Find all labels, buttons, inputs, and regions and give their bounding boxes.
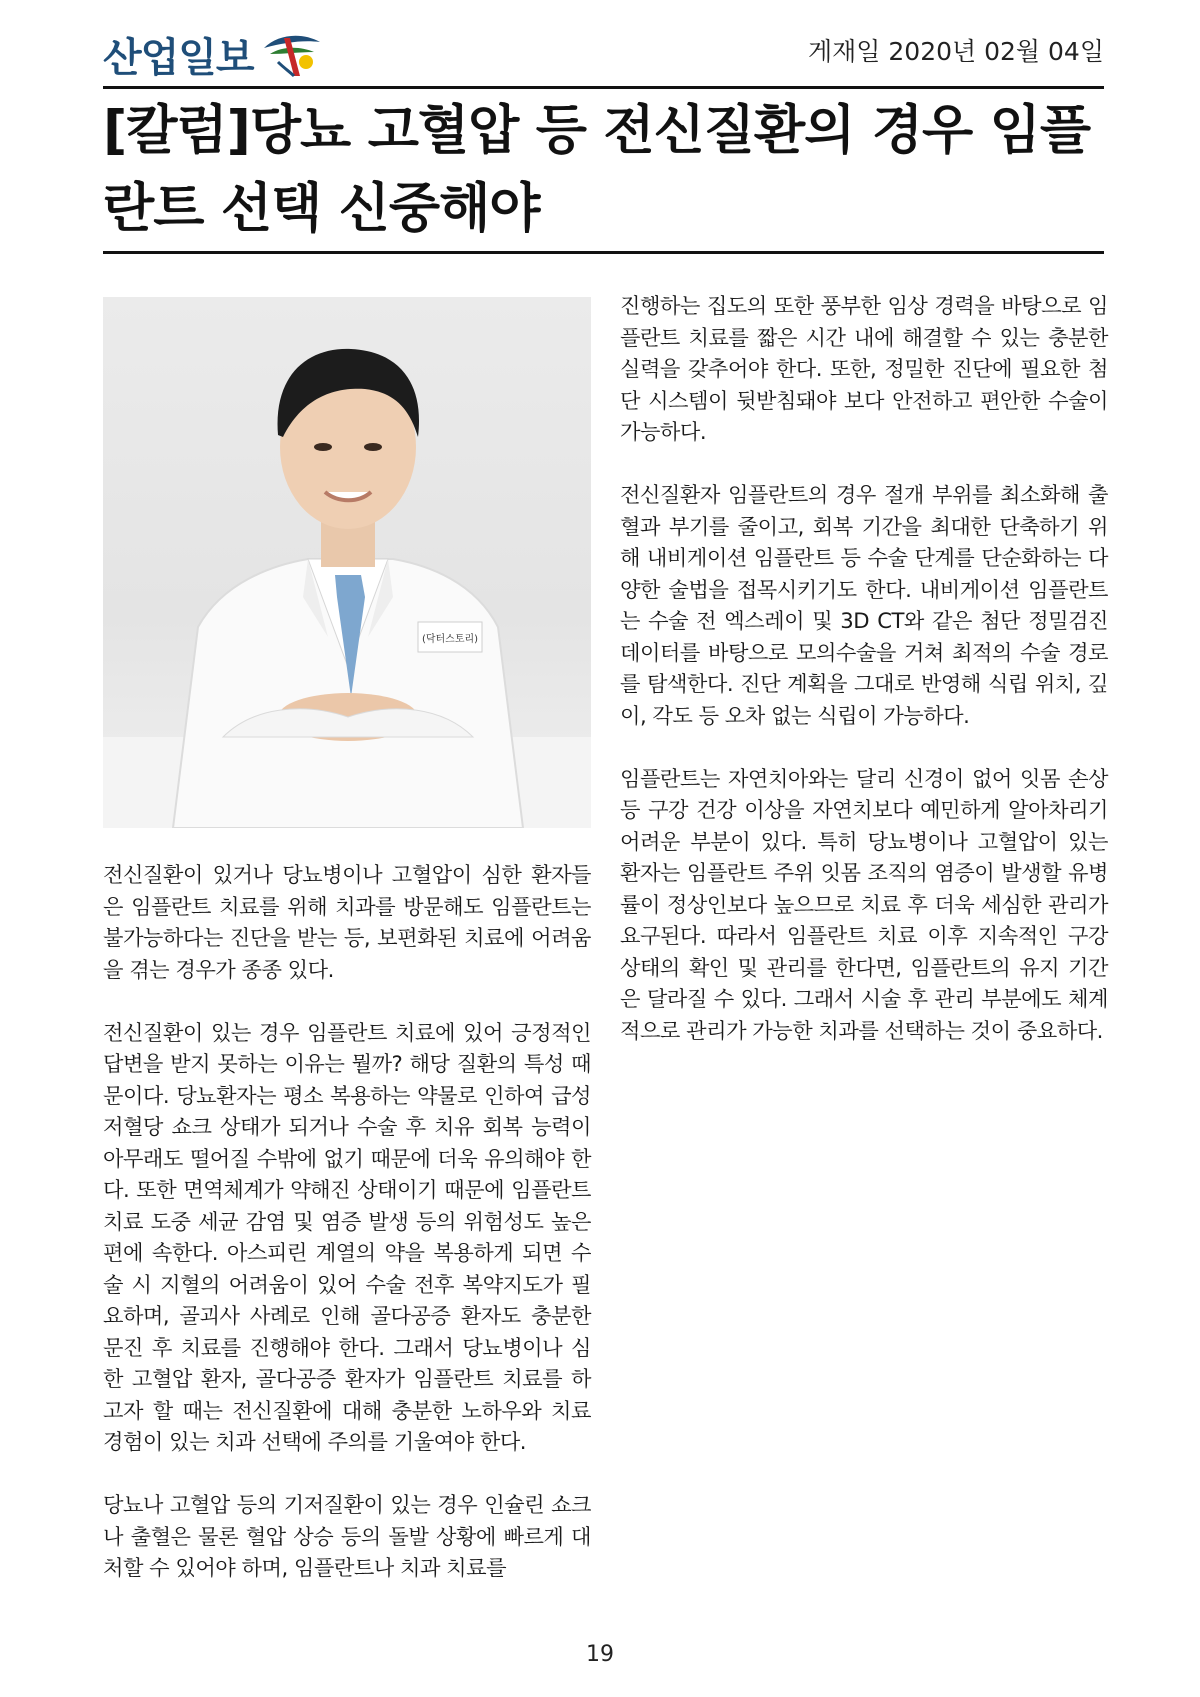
paragraph: 전신질환이 있는 경우 임플란트 치료에 있어 긍정적인 답변을 받지 못하는 이유는 뭘까? 해당 질환의 특성 때문이다. 당뇨환자는 평소 복용하는 약물로 인하여 급성 저혈당 쇼크 상태가 되거나 수술 후 치유 회복 능력이 아무래도 떨어질 수밖에 없기 때문에 더욱 유의해야 한다. 또한 면역체계가 약해진 상태이기 때문에 임플란트 치료 도중 세균 감염 및 염증 발생 등의 위험성도 높은 편에 속한다. 아스피린 계열의 약을 복용하게 되면 수술 시 지혈의 어려움이 있어 수술 전후 복약지도가 필요하며, 골괴사 사례로 인해 골다공증 환자도 충분한 문진 후 치료를 진행해야 한다. 그래서 당뇨병이나 심한 고혈압 환자, 골다공증 환자가 임플란트 치료를 하고자 할 때는 전신질환에 대해 충분한 노하우와 치료 경험이 있는 치과 선택에 주의를 기울여야 한다. xyxy=(103,1019,591,1454)
paragraph: 전신질환자 임플란트의 경우 절개 부위를 최소화해 출혈과 부기를 줄이고, 회복 기간을 최대한 단축하기 위해 내비게이션 임플란트 등 수술 단계를 단순화하는 다양한 술법을 접목시키기도 한다. 내비게이션 임플란트는 수술 전 엑스레이 및 3D CT와 같은 첨단 정밀검진 데이터를 바탕으로 모의수술을 거쳐 최적의 수술 경로를 탐색한다. 진단 계획을 그대로 반영해 식립 위치, 깊이, 각도 등 오차 없는 식립이 가능하다. xyxy=(620,482,1108,728)
paragraph: 당뇨나 고혈압 등의 기저질환이 있는 경우 인슐린 쇼크나 출혈은 물론 혈압 상승 등의 돌발 상황에 빠르게 대처할 수 있어야 하며, 임플란트나 치과 치료를 xyxy=(103,1492,591,1580)
page-number: 19 xyxy=(586,1642,614,1667)
paragraph: 진행하는 집도의 또한 풍부한 임상 경력을 바탕으로 임플란트 치료를 짧은 시간 내에 해결할 수 있는 충분한 실력을 갖추어야 한다. 또한, 정밀한 진단에 필요한 첨단 시스템이 뒷받침돼야 보다 안전하고 편안한 수술이 가능하다. xyxy=(620,293,1108,444)
logo-emblem-icon xyxy=(260,28,324,82)
author-photo xyxy=(103,297,591,828)
title-rule xyxy=(103,251,1104,254)
paragraph: 전신질환이 있거나 당뇨병이나 고혈압이 심한 환자들은 임플란트 치료를 위해 치과를 방문해도 임플란트는 불가능하다는 진단을 받는 등, 보편화된 치료에 어려움을 겪는 경우가 종종 있다. xyxy=(103,862,591,982)
logo-text: 산업일보 xyxy=(103,35,254,81)
publication-date: 게재일 2020년 02월 04일 xyxy=(808,37,1104,66)
newspaper-logo xyxy=(103,26,324,83)
header-rule xyxy=(103,86,1104,89)
article-column-left xyxy=(103,859,591,1615)
article-column-right xyxy=(620,290,1108,1078)
article-title: [칼럼]당뇨 고혈압 등 전신질환의 경우 임플란트 선택 신중해야 xyxy=(103,100,1091,239)
paragraph: 임플란트는 자연치아와는 달리 신경이 없어 잇몸 손상 등 구강 건강 이상을 자연치보다 예민하게 알아차리기 어려운 부분이 있다. 특히 당뇨병이나 고혈압이 있는 환자는 임플란트 주위 잇몸 조직의 염증이 발생할 유병률이 정상인보다 높으므로 치료 후 더욱 세심한 관리가 요구된다. 따라서 임플란트 치료 이후 지속적인 구강 상태의 확인 및 관리를 한다면, 임플란트의 유지 기간은 달라질 수 있다. 그래서 시술 후 관리 부분에도 체계적으로 관리가 가능한 치과를 선택하는 것이 중요하다. xyxy=(620,765,1108,1043)
doctor-portrait-illustration xyxy=(103,297,591,828)
coat-embroidery-text: (닥터스토리) xyxy=(421,634,479,645)
